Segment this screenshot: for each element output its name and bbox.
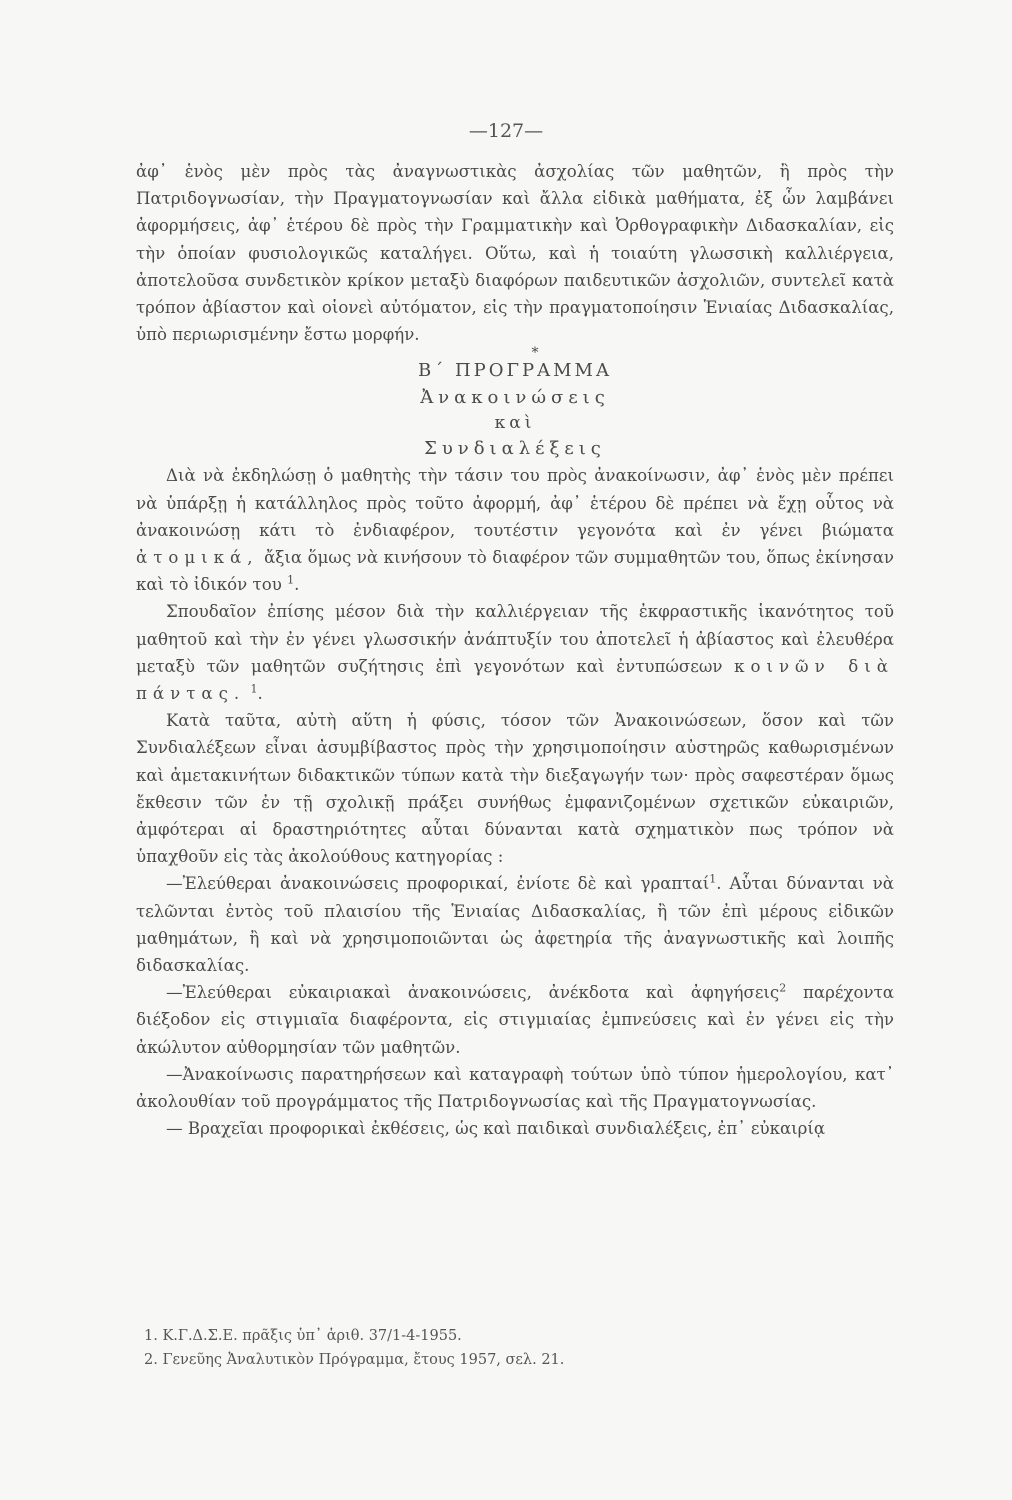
paragraph-end: .: [257, 684, 263, 704]
section-heading-dialogues: Συνδιαλέξεις: [424, 438, 606, 460]
list-item-text: —Ἐλεύθεραι εὐκαιριακαὶ ἀνακοινώσεις, ἀνέκδοτα καὶ ἀφηγήσεις: [166, 983, 780, 1003]
footnote-marker: 1: [250, 682, 258, 696]
list-item-text: —Ἐλεύθεραι ἀνακοινώσεις προφορικαί, ἐνίοτε δὲ καὶ γραπταί: [166, 874, 710, 894]
list-item: [136, 979, 894, 1061]
page-number: —127—: [468, 120, 544, 142]
program-title: Β΄ ΠΡΟΓΡΑΜΜΑ: [418, 360, 612, 382]
paragraph-continuation: ἀφ᾿ ἑνὸς μὲν πρὸς τὰς ἀναγνωστικὰς ἀσχολίας τῶν μαθητῶν, ἢ πρὸς τὴν Πατριδογνωσίαν, τὴν Πραγματογνωσίαν καὶ ἄλλα εἰδικὰ μαθήματα, ἐξ ὧν λαμβάνει ἀφορμήσεις, ἀφ᾿ ἑτέρου δὲ πρὸς τὴν Γραμματικὴν καὶ Ὀρθογραφικὴν Διδασκαλίαν, εἰς τὴν ὁποίαν φυσιολογικῶς καταλήγει. Οὕτω, καὶ ἡ τοιαύτη γλωσσικὴ καλλιέργεια, ἀποτελοῦσα συνδετικὸν κρίκον μεταξὺ διαφόρων παιδευτικῶν ἀσχολιῶν, συντελεῖ κατὰ τρόπον ἀβίαστον καὶ οἱονεὶ αὐτόματον, εἰς τὴν πραγματοποίησιν Ἑνιαίας Διδασκαλίας, ὑπὸ περιωρισμένην ἔστω μορφήν.: [136, 162, 894, 345]
paragraph-announcement-intro: [136, 462, 894, 598]
list-item: —Ἀνακοίνωσις παρατηρήσεων καὶ καταγραφὴ τούτων ὑπὸ τύπον ἡμερολογίου, κατ᾿ ἀκολουθίαν τοῦ προγράμματος τῆς Πατριδογνωσίας καὶ τῆς Πραγματογνωσίας.: [136, 1064, 894, 1112]
list-item: [136, 870, 894, 979]
footnote: 1. Κ.Γ.Δ.Σ.Ε. πρᾶξις ὑπ᾿ ἀριθ. 37/1-4-1955.: [144, 1328, 462, 1344]
list-item-text: παρέχοντα διέξοδον εἰς στιγμιαῖα διαφέροντα, εἰς στιγμιαίας ἐμπνεύσεις καὶ ἐν γένει εἰς τὴν ἀκώλυτον αὐθορμησίαν τῶν μαθητῶν.: [136, 983, 894, 1057]
footnotes: [136, 1324, 894, 1372]
footnote: 2. Γενεῦης Ἀναλυτικὸν Πρόγραμμα, ἔτους 1957, σελ. 21.: [144, 1352, 565, 1368]
paragraph-end: .: [294, 575, 300, 595]
list-item-text: . Αὗται δύνανται νὰ τελῶνται ἐντὸς τοῦ πλαισίου τῆς Ἑνιαίας Διδασκαλίας, ἢ τῶν ἐπὶ μέρους εἰδικῶν μαθημάτων, ἢ καὶ νὰ χρησιμοποιῶνται ὡς ἀφετηρία τῆς ἀναγνωστικῆς καὶ λοιπῆς διδασκαλίας.: [136, 874, 894, 976]
list-item: — Βραχεῖαι προφορικαὶ ἐκθέσεις, ὡς καὶ παιδικαὶ συνδιαλέξεις, ἐπ᾿ εὐκαιρίᾳ: [166, 1119, 826, 1139]
page-body: [136, 158, 894, 1143]
footnote-marker: 1: [287, 573, 295, 587]
spaced-emphasis: ἀτομικά,: [136, 548, 259, 568]
paragraph-text: ἄξια ὅμως νὰ κινήσουν τὸ διαφέρον τῶν συμμαθητῶν του, ὅπως ἐκίνησαν καὶ τὸ ἰδικόν του: [136, 548, 894, 595]
footnote-marker: 1: [709, 872, 717, 886]
spaced-emphasis: κοινῶν διὰ πάντας.: [136, 656, 894, 704]
paragraph-text: Διὰ νὰ ἐκδηλώσῃ ὁ μαθητὴς τὴν τάσιν του πρὸς ἀνακοίνωσιν, ἀφ᾿ ἑνὸς μὲν πρέπει νὰ ὑπάρξῃ ἡ κατάλληλος πρὸς τοῦτο ἀφορμή, ἀφ᾿ ἑτέρου δὲ πρέπει νὰ ἔχῃ οὗτος νὰ ἀνακοινώσῃ κάτι τὸ ἐνδιαφέρον, τουτέστιν γεγονότα καὶ ἐν γένει βιώματα: [136, 466, 894, 540]
section-asterisk: *: [531, 345, 539, 362]
footnote-marker: 2: [779, 981, 787, 995]
paragraph-text: Σπουδαῖον ἐπίσης μέσον διὰ τὴν καλλιέργειαν τῆς ἐκφραστικῆς ἱκανότητος τοῦ μαθητοῦ καὶ τὴν ἐν γένει γλωσσικήν ἀνάπτυξίν του ἀποτελεῖ ἡ ἀβίαστος καὶ ἐλευθέρα μεταξὺ τῶν μαθητῶν συζήτησις ἐπὶ γεγονότων καὶ ἐντυπώσεων: [136, 602, 894, 676]
section-heading-announcements: Ἀνακοινώσεις: [420, 387, 610, 409]
section-heading-conjunction: καὶ: [494, 413, 536, 434]
paragraph-categories: Κατὰ ταῦτα, αὐτὴ αὕτη ἡ φύσις, τόσον τῶν Ἀνακοινώσεων, ὅσον καὶ τῶν Συνδιαλέξεων εἶναι ἀσυμβίβαστος πρὸς τὴν χρησιμοποίησιν αὐστηρῶς καθωρισμένων καὶ ἀμετακινήτων διδακτικῶν τύπων κατὰ τὴν διεξαγωγήν των· πρὸς σαφεστέραν ὅμως ἔκθεσιν τῶν ἐν τῇ σχολικῇ πράξει συνήθως ἐμφανιζομένων σχετικῶν εὐκαιριῶν, ἀμφότεραι αἱ δραστηριότητες αὗται δύνανται κατὰ σχηματικὸν πως τρόπον νὰ ὑπαχθοῦν εἰς τὰς ἀκολούθους κατηγορίας :: [136, 711, 894, 867]
paragraph-discussion: [136, 598, 894, 707]
